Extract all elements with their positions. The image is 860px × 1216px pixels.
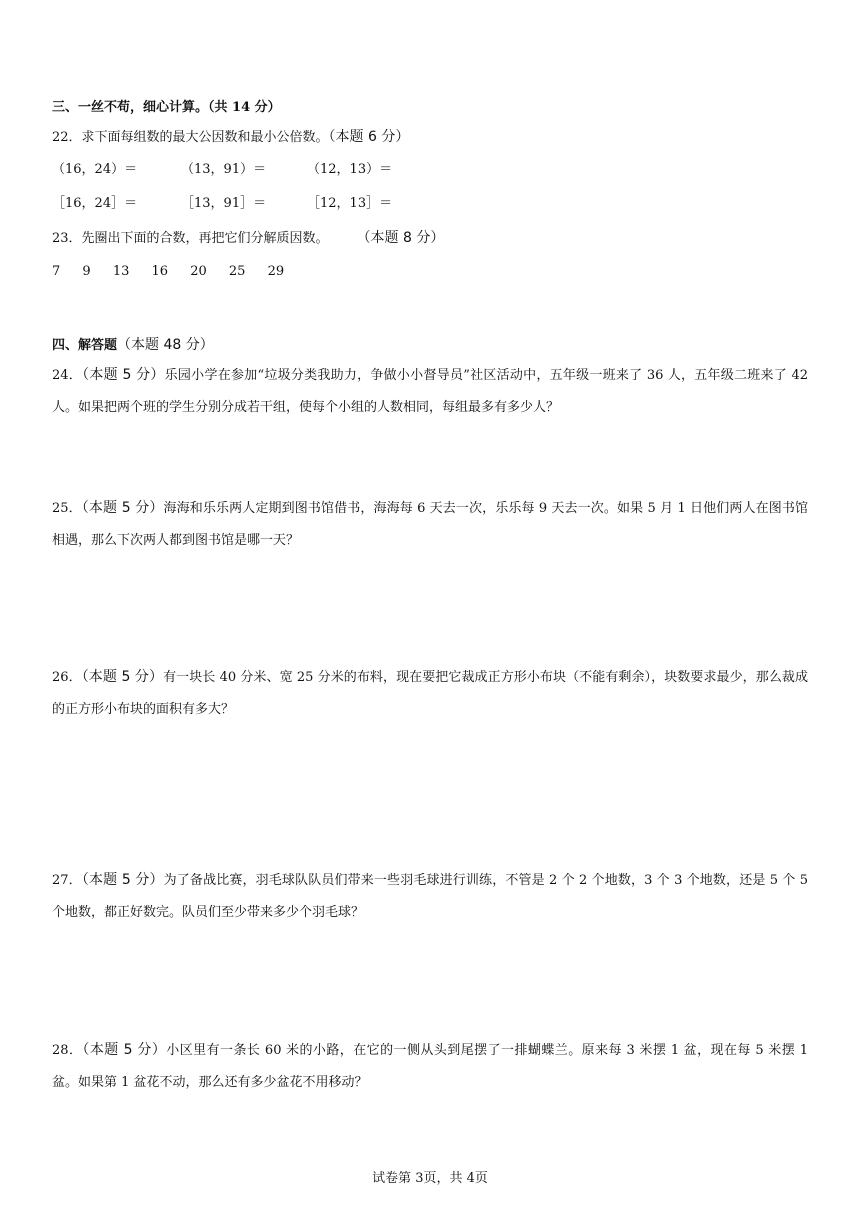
- question-28-text: 小区里有一条长 60 米的小路，在它的一侧从头到尾摆了一排蝴蝶兰。原来每 3 米摆 1 盆，现在每 5 米摆 1 盆。如果第 1 盆花不动，那么还有多少盆花不用移动？: [52, 1043, 808, 1090]
- question-25-score: （本题 5 分）: [81, 500, 164, 516]
- section-4-title-main: 四、解答题: [52, 338, 118, 353]
- question-27: [52, 864, 808, 929]
- question-25-text: 海海和乐乐两人定期到图书馆借书，海海每 6 天去一次，乐乐每 9 天去一次。如果 5 月 1 日他们两人在图书馆相遇，那么下次两人都到图书馆是哪一天？: [52, 501, 808, 548]
- number-item: 13: [112, 264, 130, 279]
- question-26: [52, 661, 808, 726]
- question-28: [52, 1034, 808, 1099]
- question-23-score: （本题 8 分）: [356, 230, 445, 246]
- question-27-score: （本题 5 分）: [81, 872, 164, 888]
- question-25-number: 25．: [52, 501, 82, 516]
- number-item: 7: [52, 264, 61, 279]
- question-28-score: （本题 5 分）: [82, 1042, 167, 1058]
- section-4-title-score: （本题 48 分）: [117, 337, 214, 353]
- question-26-text: 有一块长 40 分米、宽 25 分米的布料，现在要把它裁成正方形小布块（不能有剩余），块数要求最少，那么裁成的正方形小布块的面积有多大？: [52, 670, 808, 717]
- question-24-number: 24．: [52, 368, 83, 383]
- number-item: 20: [190, 264, 207, 279]
- number-item: 29: [267, 264, 285, 279]
- question-24-score: （本题 5 分）: [82, 367, 165, 383]
- gcd-item-3: （12，13）＝: [307, 162, 393, 177]
- question-22-text: 22．求下面每组数的最大公因数和最小公倍数。: [52, 130, 329, 145]
- gcd-item-1: （16，24）＝: [52, 162, 138, 177]
- question-23: [52, 229, 444, 248]
- question-26-number: 26．: [52, 670, 82, 685]
- question-28-number: 28．: [52, 1043, 83, 1058]
- lcm-item-1: ［16，24］＝: [52, 196, 138, 211]
- lcm-item-2: ［13，91］＝: [181, 196, 267, 211]
- section-4-title: [52, 336, 214, 355]
- gcd-item-2: （13，91）＝: [181, 162, 267, 177]
- question-24: [52, 359, 808, 424]
- question-26-score: （本题 5 分）: [81, 669, 164, 685]
- lcm-item-3: ［12，13］＝: [307, 196, 393, 211]
- question-27-text: 为了备战比赛，羽毛球队队员们带来一些羽毛球进行训练，不管是 2 个 2 个地数，3 个 3 个地数，还是 5 个 5 个地数，都正好数完。队员们至少带来多少个羽毛球？: [52, 873, 808, 920]
- page-footer: 试卷第 3页，共 4页: [372, 1171, 488, 1186]
- question-27-number: 27．: [52, 873, 82, 888]
- question-24-text: 乐园小学在参加“垃圾分类我助力，争做小小督导员”社区活动中，五年级一班来了 36 人，五年级二班来了 42 人。如果把两个班的学生分别分成若干组，使每个小组的人数相同，每组最多有多少人？: [52, 368, 808, 415]
- question-22-score: （本题 6 分）: [328, 129, 410, 145]
- number-list: [52, 263, 302, 281]
- number-item: 9: [82, 264, 91, 279]
- question-23-text: 23．先圈出下面的合数，再把它们分解质因数。: [52, 231, 329, 246]
- question-25: [52, 492, 808, 557]
- number-item: 16: [151, 264, 169, 279]
- section-3-title: 三、一丝不苟，细心计算。（共 14 分）: [52, 100, 281, 115]
- question-22: [52, 128, 409, 147]
- number-item: 25: [228, 264, 246, 279]
